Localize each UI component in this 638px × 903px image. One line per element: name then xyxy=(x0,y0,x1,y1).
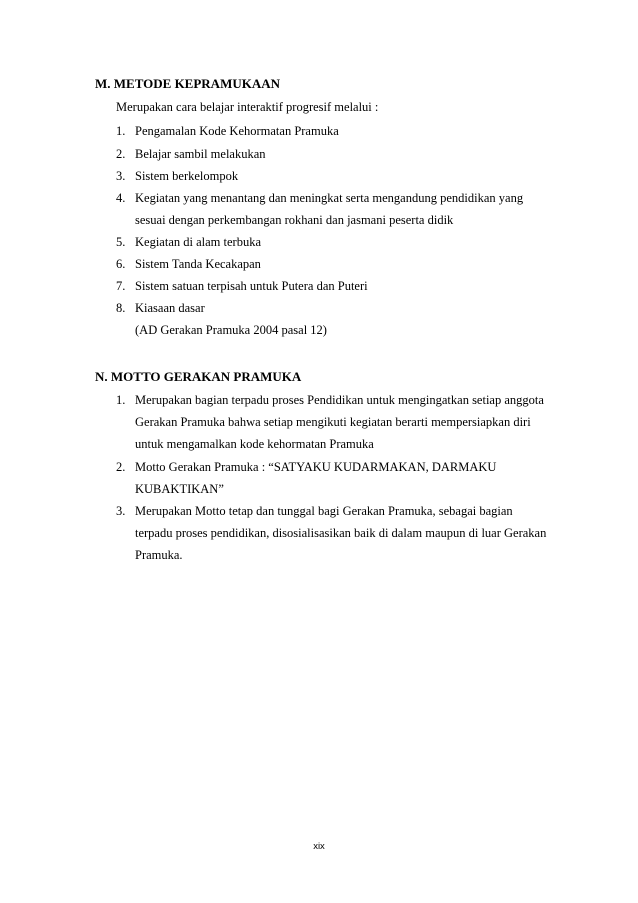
item-number: 5. xyxy=(116,235,126,249)
item-text: terpadu proses pendidikan, disosialisasikan baik di dalam maupun di luar Gerakan xyxy=(135,526,547,540)
section-m-heading: M. METODE KEPRAMUKAAN xyxy=(95,76,281,91)
item-text: Sistem satuan terpisah untuk Putera dan Puteri xyxy=(135,279,368,293)
item-number: 7. xyxy=(116,279,126,293)
section-m-intro: Merupakan cara belajar interaktif progresif melalui : xyxy=(116,100,379,114)
item-number: 1. xyxy=(116,124,126,138)
item-text: Motto Gerakan Pramuka : “SATYAKU KUDARMAKAN, DARMAKU xyxy=(135,460,497,474)
item-text: Pengamalan Kode Kehormatan Pramuka xyxy=(135,124,339,138)
item-number: 1. xyxy=(116,393,126,407)
item-text: Sistem Tanda Kecakapan xyxy=(135,257,261,271)
item-text: Gerakan Pramuka bahwa setiap mengikuti kegiatan berarti mempersiapkan diri xyxy=(135,415,531,429)
page-number: xix xyxy=(313,841,325,852)
item-number: 8. xyxy=(116,301,126,315)
item-number: 2. xyxy=(116,460,126,474)
item-text: Sistem berkelompok xyxy=(135,169,239,183)
item-number: 4. xyxy=(116,191,126,205)
item-number: 3. xyxy=(116,504,126,518)
section-n-heading: N. MOTTO GERAKAN PRAMUKA xyxy=(95,369,302,384)
item-number: 2. xyxy=(116,147,126,161)
item-text: Belajar sambil melakukan xyxy=(135,147,266,161)
item-text: Pramuka. xyxy=(135,548,183,562)
item-text: Kiasaan dasar xyxy=(135,301,205,315)
item-text: Kegiatan di alam terbuka xyxy=(135,235,261,249)
item-number: 3. xyxy=(116,169,126,183)
item-number: 6. xyxy=(116,257,126,271)
item-text: untuk mengamalkan kode kehormatan Pramuka xyxy=(135,437,374,451)
item-text: Merupakan Motto tetap dan tunggal bagi Gerakan Pramuka, sebagai bagian xyxy=(135,504,513,518)
item-text: KUBAKTIKAN” xyxy=(135,482,224,496)
item-text: (AD Gerakan Pramuka 2004 pasal 12) xyxy=(135,323,327,337)
item-text: Merupakan bagian terpadu proses Pendidikan untuk mengingatkan setiap anggota xyxy=(135,393,544,407)
item-text: sesuai dengan perkembangan rokhani dan jasmani peserta didik xyxy=(135,213,454,227)
item-text: Kegiatan yang menantang dan meningkat serta mengandung pendidikan yang xyxy=(135,191,524,205)
